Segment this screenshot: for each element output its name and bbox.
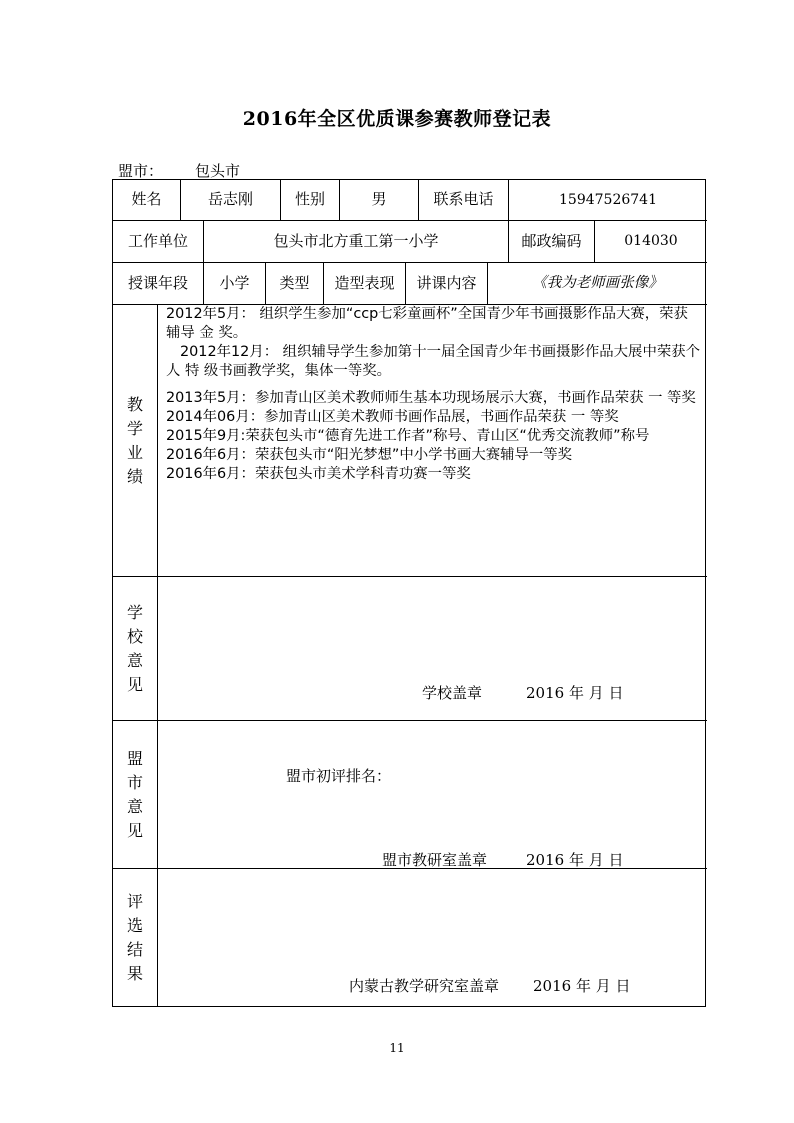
performance-entry: 2012年12月： 组织辅导学生参加第十一届全国青少年书画摄影作品大展中荣获个人 特 级书画教学奖，集体一等奖。 (166, 344, 701, 379)
league-label-char: 见 (126, 820, 143, 840)
name-label: 姓名 (113, 180, 181, 221)
performance-content (158, 305, 707, 577)
performance-entry: 2016年6月：荣获包头市美术学科青功赛一等奖 (166, 466, 471, 482)
result-label-char: 评 (126, 891, 143, 911)
type-value: 造型表现 (324, 263, 406, 305)
performance-entry: 2014年06月：参加青山区美术教师书画作品展，书画作品荣获 一 等奖 (166, 409, 619, 425)
league-seal: 盟市教研室盖章 (382, 851, 488, 869)
performance-label (113, 305, 158, 577)
result-label-char: 结 (126, 939, 143, 959)
result-date: 2016 年 月 日 (533, 977, 631, 995)
league-opinion-content (158, 721, 707, 869)
unit-value: 包头市北方重工第一小学 (204, 221, 509, 263)
school-date: 2016 年 月 日 (526, 684, 624, 702)
name-value: 岳志刚 (181, 180, 281, 221)
school-seal: 学校盖章 (422, 684, 483, 702)
league-date: 2016 年 月 日 (526, 851, 624, 869)
zip-value: 014030 (595, 221, 707, 263)
content-value: 《我为老师画张像》 (488, 263, 707, 305)
performance-label-char: 教 (126, 394, 143, 414)
result-seal: 内蒙古教学研究室盖章 (349, 977, 500, 995)
league-label-char: 市 (126, 772, 143, 792)
gender-label: 性别 (281, 180, 340, 221)
page-number: 11 (389, 1041, 405, 1055)
grade-label: 授课年段 (113, 263, 204, 305)
content-label: 讲课内容 (406, 263, 488, 305)
result-label (113, 869, 158, 1006)
league-value: 包头市 (195, 162, 241, 180)
type-label: 类型 (266, 263, 324, 305)
unit-label: 工作单位 (113, 221, 204, 263)
school-label-char: 学 (126, 602, 143, 622)
performance-entry: 2012年5月： 组织学生参加“ccp七彩童画杯”全国青少年书画摄影作品大赛，荣获辅导 金 奖。 (166, 306, 688, 341)
league-opinion-label (113, 721, 158, 869)
league-label-char: 意 (126, 796, 143, 816)
performance-entry: 2016年6月：荣获包头市“阳光梦想”中小学书画大赛辅导一等奖 (166, 447, 573, 463)
league-label-char: 盟 (126, 748, 143, 768)
performance-entry: 2015年9月:荣获包头市“德育先进工作者”称号、青山区“优秀交流教师”称号 (166, 428, 650, 444)
performance-entry: 2013年5月：参加青山区美术教师师生基本功现场展示大赛，书画作品荣获 一 等奖 (166, 390, 696, 406)
phone-value: 15947526741 (509, 180, 707, 221)
school-label-char: 意 (126, 650, 143, 670)
league-line (118, 160, 240, 181)
zip-label: 邮政编码 (509, 221, 595, 263)
league-label: 盟市： (118, 162, 164, 180)
performance-label-char: 绩 (126, 466, 143, 486)
grade-value: 小学 (204, 263, 266, 305)
performance-label-char: 学 (126, 418, 143, 438)
result-label-char: 果 (126, 963, 143, 983)
phone-label: 联系电话 (419, 180, 509, 221)
performance-label-char: 业 (126, 442, 143, 462)
gender-value: 男 (340, 180, 419, 221)
school-label-char: 见 (126, 674, 143, 694)
page-title: 2016年全区优质课参赛教师登记表 (242, 108, 552, 130)
league-ranking: 盟市初评排名： (286, 767, 392, 785)
registration-table (112, 179, 706, 1007)
school-opinion-label (113, 577, 158, 721)
result-label-char: 选 (126, 915, 143, 935)
school-label-char: 校 (126, 626, 143, 646)
